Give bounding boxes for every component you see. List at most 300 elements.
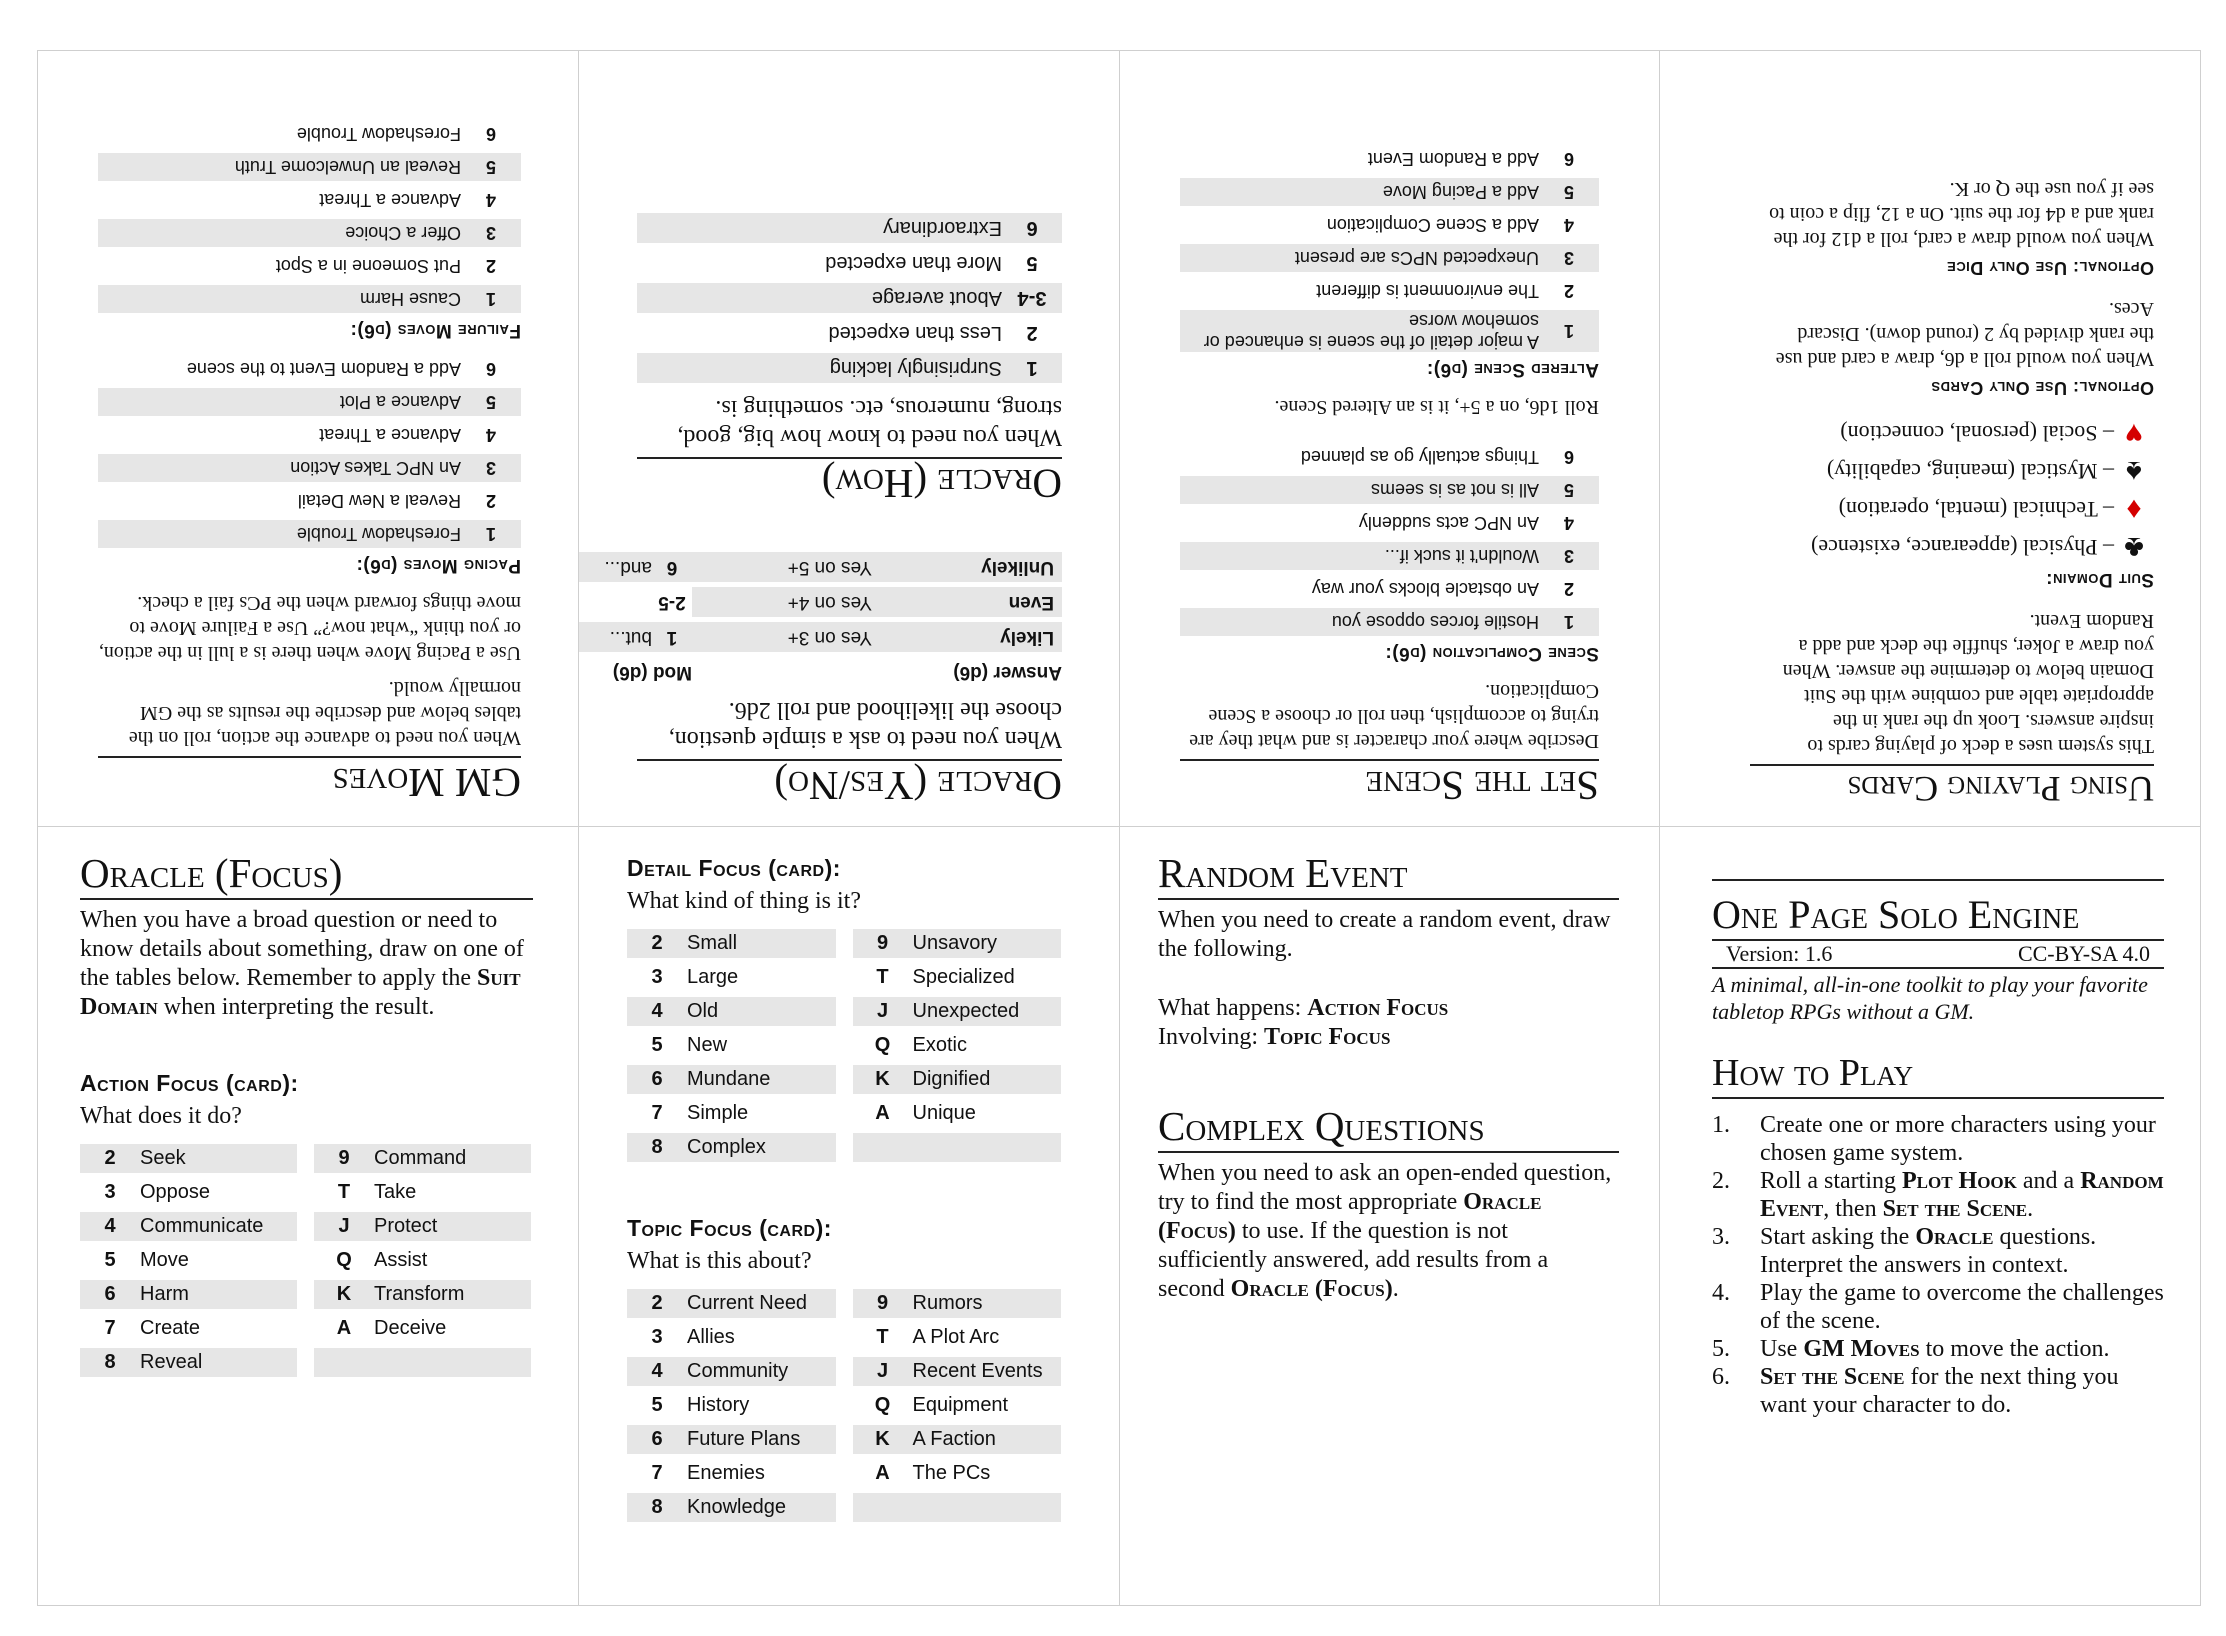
- table-row: [853, 1323, 1062, 1352]
- row-key: 7: [651, 1102, 663, 1124]
- row-key: A: [336, 1317, 352, 1340]
- action-focus-heading: Action Focus (card):: [80, 1070, 299, 1097]
- step-number: 2.: [1712, 1167, 1730, 1194]
- row-value: Small: [687, 932, 738, 954]
- row-value: Unexpected: [912, 1000, 1020, 1022]
- table-row: [98, 355, 521, 383]
- row-value: Protect: [374, 1215, 438, 1238]
- row-key: 6: [486, 359, 497, 380]
- table-row: [637, 353, 1062, 383]
- row-key: 4: [104, 1215, 116, 1238]
- oracle-yesno-title: Oracle (Yes/No): [637, 759, 1062, 808]
- row-key: T: [876, 1326, 889, 1348]
- row-value: Equipment: [912, 1394, 1009, 1416]
- row-value: Allies: [687, 1326, 735, 1348]
- row-value: Take: [374, 1181, 417, 1204]
- yes-no-table: [604, 552, 1062, 687]
- row-key: 8: [651, 1496, 663, 1518]
- row-value: Recent Events: [912, 1360, 1043, 1382]
- row-value: Transform: [374, 1283, 465, 1306]
- row-value: Put Someone in a Spot: [275, 256, 461, 277]
- table-row: [1180, 608, 1599, 636]
- suit-domain-ref: Suit Domain: [80, 965, 521, 1021]
- row-key: Q: [336, 1249, 352, 1272]
- step-item: [1712, 1167, 2164, 1223]
- step-fragment: Play the game to overcome the challenges of the scene.: [1760, 1279, 2164, 1334]
- row-value: Oppose: [140, 1181, 211, 1204]
- suit-item: [1750, 530, 2154, 564]
- table-row: [853, 1065, 1062, 1094]
- table-row: [314, 1212, 531, 1241]
- row-value: History: [687, 1394, 750, 1416]
- table-row: [98, 153, 521, 181]
- row-key: 2: [1564, 281, 1575, 302]
- club-icon: ♣: [2124, 531, 2144, 565]
- row-key: 5: [1564, 480, 1575, 501]
- table-row: [314, 1314, 531, 1343]
- row-value: Advance a Threat: [319, 190, 461, 211]
- yes-no-cell: but...: [579, 622, 652, 652]
- version-line: [1712, 941, 2164, 969]
- row-key: 2: [1564, 579, 1575, 600]
- altered-scene-roll: Roll 1d6, on a 5+, it is an Altered Scene.: [1274, 395, 1599, 418]
- yes-no-cell: Yes on 5+: [692, 552, 872, 582]
- set-scene-intro: Describe where your character is and what they are trying to accomplish, then roll or choose a Scene Complication.: [1189, 679, 1599, 752]
- engine-panel: [1660, 827, 2202, 1607]
- step-item: [1712, 1279, 2164, 1335]
- row-value: A Faction: [912, 1428, 996, 1450]
- failure-moves-heading: Failure Moves (d6):: [350, 319, 521, 341]
- yes-no-cell: 6: [652, 552, 692, 582]
- table-row: [314, 1178, 531, 1207]
- table-row: [98, 454, 521, 482]
- row-value: Add a Scene Complication: [1326, 215, 1539, 236]
- table-row: [314, 1280, 531, 1309]
- label-text: What happens:: [1158, 995, 1308, 1022]
- row-key: K: [875, 1428, 890, 1450]
- version: Version: 1.6: [1726, 941, 1833, 966]
- oracle-yesno-intro: When you need to ask a simple question, choose the likelihood and roll 2d6.: [668, 696, 1062, 752]
- row-value: Enemies: [687, 1462, 765, 1484]
- row-key: 3: [486, 458, 497, 479]
- table-row: [627, 1493, 836, 1522]
- row-key: 9: [876, 1292, 889, 1314]
- yes-no-cell: 1: [652, 622, 692, 652]
- table-row: [80, 1178, 297, 1207]
- optional-dice-text: When you would draw a card, roll a d12 for the rank and a d4 for the suit. On a 12, flip a coin to see if you use the Q or K.: [1769, 178, 2154, 251]
- table-row: [853, 1459, 1062, 1488]
- random-event-intro: When you need to create a random event, draw the following.: [1158, 907, 1611, 963]
- step-fragment: for the next thing you want your character to do.: [1760, 1363, 2119, 1418]
- detail-focus-panel: [579, 827, 1119, 1607]
- how-to-play-steps: [1712, 1111, 2164, 1419]
- table-row: [627, 963, 836, 992]
- yes-no-cell: Likely: [872, 622, 1062, 652]
- table-row: [627, 1391, 836, 1420]
- table-row: [80, 1144, 297, 1173]
- row-key: 4: [651, 1000, 663, 1022]
- oracle-focus-panel: [38, 827, 578, 1607]
- table-row: [853, 1031, 1062, 1060]
- gm-moves-panel: [38, 51, 578, 826]
- step-number: 6.: [1712, 1363, 1730, 1390]
- row-value: Specialized: [912, 966, 1015, 988]
- row-key: 2: [1026, 322, 1038, 345]
- yes-no-cell: [579, 587, 652, 617]
- oracle-ref: Oracle (Focus): [1158, 1189, 1542, 1245]
- table-row: [627, 1065, 836, 1094]
- step-number: 1.: [1712, 1111, 1730, 1138]
- set-scene-title: Set the Scene: [1180, 759, 1599, 808]
- intro-text: When you have a broad question or need to know details about something, draw on one of the tables below. Remember to apply the: [80, 907, 524, 992]
- step-number: 4.: [1712, 1279, 1730, 1306]
- row-value: A Plot Arc: [912, 1326, 1000, 1348]
- answer-header: Answer (d6): [953, 661, 1062, 683]
- table-row: [314, 1348, 531, 1377]
- oracle-yesno-panel: [579, 51, 1119, 826]
- row-value: Current Need: [687, 1292, 808, 1314]
- row-key: 4: [651, 1360, 663, 1382]
- row-key: Q: [874, 1034, 891, 1056]
- intro-text: when interpreting the result.: [157, 994, 435, 1021]
- random-event-panel: [1120, 827, 1659, 1607]
- row-key: 6: [104, 1283, 116, 1306]
- yes-no-cell: Yes on 4+: [692, 587, 872, 617]
- pacing-moves-table: [98, 355, 521, 548]
- row-value: Mundane: [687, 1068, 771, 1090]
- row-value: Extraordinary: [883, 217, 1002, 240]
- row-key: 5: [1026, 252, 1038, 275]
- row-value: An NPC acts suddenly: [1358, 513, 1539, 534]
- row-key: J: [876, 1360, 889, 1382]
- optional-cards-heading: Optional: Use Only Cards: [1930, 378, 2154, 399]
- table-row: [1180, 277, 1599, 305]
- row-key: 4: [486, 190, 497, 211]
- row-key: 2: [486, 256, 497, 277]
- table-row: [80, 1314, 297, 1343]
- table-row: [1180, 443, 1599, 471]
- gm-moves-title: GM Moves: [98, 756, 521, 805]
- row-key: 5: [104, 1249, 116, 1272]
- table-row: [853, 963, 1062, 992]
- optional-dice-heading: Optional: Use Only Dice: [1946, 258, 2154, 279]
- table-row: [1180, 145, 1599, 173]
- row-key: J: [338, 1215, 350, 1238]
- body-text: to use. If the question is not sufficiently answered, add results from a second: [1158, 1218, 1549, 1303]
- suit-domain-list: [1750, 416, 2154, 564]
- row-value: Future Plans: [687, 1428, 801, 1450]
- playing-cards-intro: This system uses a deck of playing cards to inspire answers. Look up the rank in the appropriate table and combine with the Suit Domain below to determine the answer. When you draw a Joker, shuffle the deck and add a Random Event.: [1782, 610, 2154, 758]
- suit-item: [1750, 416, 2154, 450]
- table-row: [1180, 509, 1599, 537]
- term-ref: Plot Hook: [1901, 1167, 2017, 1194]
- pacing-moves-heading: Pacing Moves (d6):: [355, 554, 521, 576]
- license: CC-BY-SA 4.0: [2017, 941, 2150, 966]
- row-key: 1: [1564, 612, 1575, 633]
- scene-complication-table: [1180, 443, 1599, 636]
- step-text: [1760, 1279, 2164, 1335]
- table-row: [853, 1289, 1062, 1318]
- row-key: 4: [486, 425, 497, 446]
- table-row: [98, 421, 521, 449]
- step-fragment: Start asking the: [1760, 1223, 1916, 1250]
- row-value: Unsavory: [912, 932, 997, 954]
- row-key: 3-4: [1017, 287, 1047, 310]
- table-row: [853, 1493, 1062, 1522]
- table-row: [853, 929, 1062, 958]
- row-key: 5: [486, 157, 497, 178]
- step-fragment: Use: [1760, 1335, 1804, 1362]
- row-value: Wouldn't it suck if...: [1384, 546, 1539, 567]
- playing-cards-title: Using Playing Cards: [1750, 764, 2154, 808]
- yes-no-cell: Even: [872, 587, 1062, 617]
- how-to-play-title: How to Play: [1712, 1053, 2164, 1099]
- row-value: Simple: [687, 1102, 749, 1124]
- table-row: [1180, 244, 1599, 272]
- random-event-title: Random Event: [1158, 851, 1619, 900]
- set-scene-panel: [1120, 51, 1659, 826]
- row-value: Less than expected: [828, 322, 1002, 345]
- table-row: [98, 388, 521, 416]
- step-fragment: and a: [2016, 1167, 2081, 1194]
- pamphlet-sheet: [37, 50, 2201, 1606]
- altered-scene-table: [1180, 145, 1599, 352]
- step-number: 5.: [1712, 1335, 1730, 1362]
- step-fragment: questions. Interpret the answers in context.: [1760, 1223, 2097, 1278]
- scene-complication-heading: Scene Complication (d6):: [1384, 642, 1599, 664]
- action-focus-ref: Action Focus: [1307, 995, 1449, 1022]
- step-fragment: Create one or more characters using your chosen game system.: [1760, 1111, 2156, 1166]
- row-key: 3: [651, 966, 663, 988]
- complex-questions-title: Complex Questions: [1158, 1104, 1619, 1153]
- table-row: [98, 520, 521, 548]
- detail-focus-question: What kind of thing is it?: [627, 888, 861, 914]
- table-row: [314, 1246, 531, 1275]
- topic-focus-ref: Topic Focus: [1264, 1024, 1391, 1051]
- row-value: Create: [140, 1317, 201, 1340]
- step-text: [1760, 1167, 2164, 1223]
- complex-questions-text: [1158, 1159, 1619, 1304]
- yes-no-cell: 2-5: [658, 591, 686, 613]
- table-row: [98, 186, 521, 214]
- tagline: A minimal, all-in-one toolkit to play your favorite tabletop RPGs without a GM.: [1712, 972, 2148, 1024]
- yes-no-cell: and...: [579, 552, 652, 582]
- row-value: Advance a Threat: [319, 425, 461, 446]
- row-value: Unexpected NPCs are present: [1294, 248, 1539, 269]
- row-value: Reveal an Unwelcome Truth: [234, 157, 461, 178]
- row-key: 6: [1564, 149, 1575, 170]
- yes-no-cell: Unlikely: [872, 552, 1062, 582]
- spade-icon: ♠: [2126, 455, 2142, 489]
- row-key: 7: [104, 1317, 116, 1340]
- row-key: 9: [876, 932, 889, 954]
- table-row: [627, 1459, 836, 1488]
- heart-icon: ♥: [2125, 417, 2143, 451]
- row-key: 1: [1564, 321, 1575, 342]
- row-value: Rumors: [912, 1292, 983, 1314]
- row-key: 2: [651, 932, 663, 954]
- row-value: Foreshadow Trouble: [296, 124, 461, 145]
- oracle-focus-intro: [80, 906, 533, 1022]
- row-value: Community: [687, 1360, 789, 1382]
- gm-moves-usage: Use a Pacing Move when there is a lull in the action, or you think “what now?” Use a Failure Move to move things forward when the PCs fail a check.: [98, 591, 521, 664]
- table-row: [80, 1246, 297, 1275]
- table-row: [853, 1133, 1062, 1162]
- table-row: [627, 1031, 836, 1060]
- table-row: [637, 283, 1062, 313]
- row-key: 4: [1564, 513, 1575, 534]
- row-key: T: [337, 1181, 351, 1204]
- table-row: [637, 318, 1062, 348]
- step-text: [1760, 1363, 2164, 1419]
- step-item: [1712, 1335, 2164, 1363]
- oracle-how-title: Oracle (How): [637, 457, 1062, 506]
- row-value: Complex: [687, 1136, 766, 1158]
- mod-header: Mod (d6): [612, 661, 692, 683]
- row-key: 8: [651, 1136, 663, 1158]
- suit-label: – Social (personal, connection): [1840, 421, 2114, 447]
- row-key: 3: [1564, 248, 1575, 269]
- table-row: [98, 252, 521, 280]
- suit-item: [1750, 454, 2154, 488]
- row-key: 5: [486, 392, 497, 413]
- topic-focus-question: What is this about?: [627, 1248, 812, 1274]
- row-value: Reveal a New Detail: [297, 491, 461, 512]
- row-value: Foreshadow Trouble: [296, 524, 461, 545]
- step-fragment: to move the action.: [1919, 1335, 2110, 1362]
- row-key: 1: [486, 524, 497, 545]
- term-ref: GM Moves: [1803, 1335, 1920, 1362]
- body-text: .: [1392, 1276, 1399, 1303]
- row-value: Command: [374, 1147, 467, 1170]
- table-row: [98, 120, 521, 148]
- random-event-what: [1158, 994, 1619, 1052]
- row-value: Reveal: [140, 1351, 203, 1374]
- term-ref: Random Event: [1760, 1167, 2164, 1222]
- row-value: Move: [140, 1249, 189, 1272]
- gm-moves-intro: When you need to advance the action, roll on the tables below and describe the results as the GM normally would.: [128, 676, 521, 749]
- topic-focus-heading: Topic Focus (card):: [627, 1215, 832, 1241]
- row-value: Seek: [140, 1147, 186, 1170]
- row-key: 5: [651, 1034, 663, 1056]
- suit-label: – Physical (appearance, existence): [1811, 535, 2114, 561]
- row-key: 2: [651, 1292, 663, 1314]
- row-key: 5: [1564, 182, 1575, 203]
- row-key: A: [875, 1462, 890, 1484]
- topic-focus-table: [627, 1289, 1061, 1527]
- term-ref: Set the Scene: [1882, 1195, 2028, 1222]
- playing-cards-panel: [1660, 51, 2202, 826]
- row-key: Q: [874, 1394, 891, 1416]
- table-row: [853, 1099, 1062, 1128]
- row-value: Surprisingly lacking: [829, 357, 1002, 380]
- row-key: 8: [104, 1351, 116, 1374]
- table-row: [627, 1323, 836, 1352]
- table-row: [627, 1289, 836, 1318]
- row-key: J: [876, 1000, 889, 1022]
- row-key: 6: [1564, 447, 1575, 468]
- step-fragment: , then: [1823, 1195, 1883, 1222]
- table-row: [1180, 310, 1599, 352]
- step-text: [1760, 1335, 2110, 1363]
- step-item: [1712, 1111, 2164, 1167]
- row-value: Communicate: [140, 1215, 264, 1238]
- row-value: An NPC Takes Action: [290, 458, 461, 479]
- row-value: Assist: [374, 1249, 428, 1272]
- row-key: 3: [486, 223, 497, 244]
- table-row: [98, 487, 521, 515]
- table-row: [627, 1133, 836, 1162]
- row-key: 3: [651, 1326, 663, 1348]
- row-key: T: [876, 966, 889, 988]
- oracle-focus-title: Oracle (Focus): [80, 851, 533, 900]
- row-value: About average: [871, 287, 1002, 310]
- row-key: K: [875, 1068, 890, 1090]
- step-fragment: Roll a starting: [1760, 1167, 1902, 1194]
- suit-label: – Technical (mental, operation): [1838, 497, 2114, 523]
- row-value: All is not as is seems: [1370, 480, 1539, 501]
- row-value: Exotic: [912, 1034, 967, 1056]
- row-value: Add a Random Event: [1367, 149, 1539, 170]
- detail-focus-heading: Detail Focus (card):: [627, 855, 841, 881]
- table-row: [637, 248, 1062, 278]
- row-value: Add a Pacing Move: [1382, 182, 1539, 203]
- table-row: [627, 1357, 836, 1386]
- row-value: Hostile forces oppose you: [1331, 612, 1539, 633]
- suit-domain-heading: Suit Domain:: [2045, 569, 2154, 591]
- table-row: [637, 213, 1062, 243]
- row-key: 6: [651, 1428, 663, 1450]
- row-value: The environment is different: [1316, 281, 1539, 302]
- table-row: [1180, 178, 1599, 206]
- row-key: 5: [651, 1394, 663, 1416]
- suit-item: [1750, 492, 2154, 526]
- row-value: New: [687, 1034, 728, 1056]
- row-value: Dignified: [912, 1068, 991, 1090]
- row-value: Unique: [912, 1102, 976, 1124]
- diamond-icon: ♦: [2126, 493, 2142, 527]
- row-value: Harm: [140, 1283, 189, 1306]
- row-key: 9: [338, 1147, 350, 1170]
- row-value: Things actually go as planned: [1300, 447, 1539, 468]
- step-item: [1712, 1223, 2164, 1279]
- row-key: 3: [1564, 546, 1575, 567]
- row-key: 1: [486, 289, 497, 310]
- table-row: [1180, 476, 1599, 504]
- label-text: Involving:: [1158, 1024, 1264, 1051]
- title-block: [1712, 879, 2164, 1025]
- row-value: Old: [687, 1000, 719, 1022]
- row-key: 2: [104, 1147, 116, 1170]
- row-value: An obstacle blocks your way: [1311, 579, 1539, 600]
- row-key: 3: [104, 1181, 116, 1204]
- row-value: Advance a Plot: [339, 392, 461, 413]
- action-focus-table: [80, 1144, 531, 1382]
- table-row: [627, 1099, 836, 1128]
- row-value: Knowledge: [687, 1496, 786, 1518]
- engine-title: One Page Solo Engine: [1712, 893, 2164, 941]
- row-key: A: [875, 1102, 890, 1124]
- row-key: 6: [651, 1068, 663, 1090]
- oracle-how-intro: When you need to know how big, good, strong, numerous, etc. something is.: [677, 394, 1062, 450]
- oracle-ref: Oracle (Focus): [1230, 1276, 1393, 1303]
- table-row: [80, 1212, 297, 1241]
- step-text: [1760, 1223, 2164, 1279]
- oracle-how-table: [637, 213, 1062, 383]
- table-row: [98, 285, 521, 313]
- row-key: 4: [1564, 215, 1575, 236]
- altered-scene-heading: Altered Scene (d6):: [1426, 358, 1599, 380]
